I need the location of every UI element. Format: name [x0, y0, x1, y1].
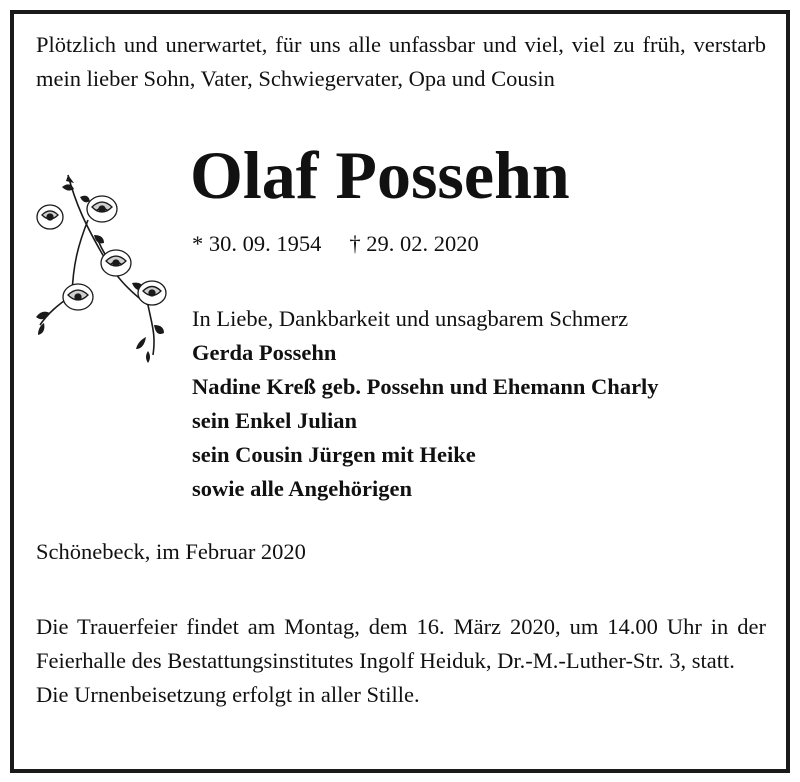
mourner-name: sein Enkel Julian: [192, 408, 358, 433]
life-dates: [192, 227, 479, 261]
death-date: † 29. 02. 2020: [349, 231, 479, 256]
mourner-name: sowie alle Angehörigen: [192, 476, 412, 501]
ceremony-text: Die Trauerfeier findet am Montag, dem 16. März 2020, um 14.00 Uhr in der Feierhalle des Bestattungsinstitutes Ingolf Heiduk, Dr.-M.-Luther-Str. 3, statt.: [36, 614, 766, 673]
mourners-intro: In Liebe, Dankbarkeit und unsagbarem Schmerz: [192, 306, 629, 331]
place-date: Schönebeck, im Februar 2020: [36, 539, 306, 564]
ceremony-block: [36, 610, 766, 712]
mourner-name: Nadine Kreß geb. Possehn und Ehemann Charly: [192, 374, 659, 399]
mourners-block: [192, 302, 659, 506]
intro-text: Plötzlich und unerwartet, für uns alle unfassbar und viel, viel zu früh, verstarb mein lieber Sohn, Vater, Schwiegervater, Opa und Cousin: [36, 32, 766, 91]
burial-text: Die Urnenbeisetzung erfolgt in aller Stille.: [36, 682, 420, 707]
deceased-name: Olaf Possehn: [190, 137, 570, 213]
mourner-name: sein Cousin Jürgen mit Heike: [192, 442, 476, 467]
rose-branch-icon: [28, 165, 188, 365]
birth-date: * 30. 09. 1954: [192, 231, 322, 256]
mourner-name: Gerda Possehn: [192, 340, 337, 365]
